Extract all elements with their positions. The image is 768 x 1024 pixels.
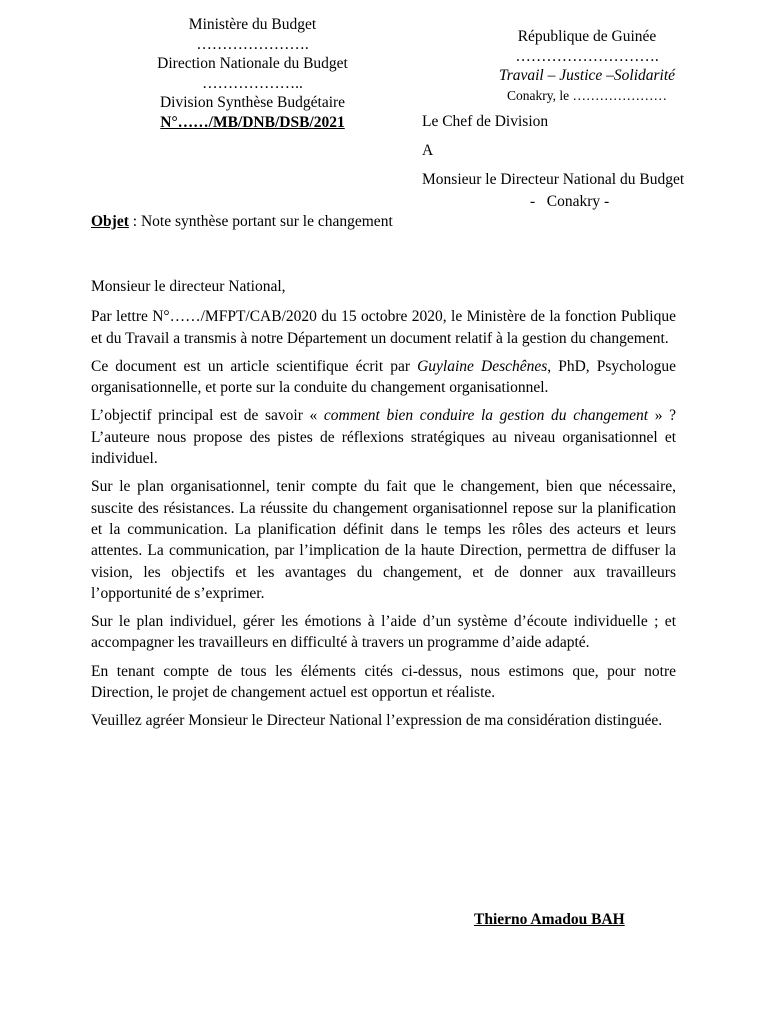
paragraph-3 (91, 405, 676, 469)
paragraph-2 (91, 356, 676, 399)
subject-label: Objet (91, 213, 129, 230)
header-left-dots-1: …………………. (196, 35, 309, 53)
addressee-city: - Conakry - (530, 193, 610, 210)
recipient-prefix: A (422, 142, 434, 159)
salutation: Monsieur le directeur National, (91, 278, 286, 295)
paragraph-6: En tenant compte de tous les éléments cités ci-dessus, nous estimons que, pour notre Direction, le projet de changement actuel est opportun et réaliste. (91, 662, 676, 702)
direction-name: Direction Nationale du Budget (157, 55, 348, 72)
paragraph-3-start: L’objectif principal est de savoir « (91, 407, 324, 425)
ministry-name: Ministère du Budget (188, 16, 317, 33)
author-name: Guylaine Deschênes (417, 357, 548, 375)
header-right-dots: ………………………. (515, 47, 659, 65)
paragraph-3-end: » ? L’auteure nous propose des pistes de réflexions stratégiques au niveau organisationnel et individuel. (91, 407, 676, 468)
header-left-dots-2: ……………….. (202, 74, 303, 92)
objective-quote: comment bien conduire la gestion du changement (323, 407, 649, 425)
subject-text: : Note synthèse portant sur le changement (128, 213, 393, 230)
division-name: Division Synthèse Budgétaire (159, 94, 346, 111)
sender-title: Le Chef de Division (422, 113, 549, 130)
recipient-block (422, 114, 742, 209)
subject-line (91, 213, 681, 231)
addressee: Monsieur le Directeur National du Budget (422, 171, 685, 188)
signature-name: Thierno Amadou BAH (474, 911, 625, 928)
paragraph-7: Veuillez agréer Monsieur le Directeur National l’expression de ma considération distinguée. (91, 712, 663, 730)
reference-number: N°……/MB/DNB/DSB/2021 (160, 113, 345, 131)
national-motto: Travail – Justice –Solidarité (498, 67, 676, 84)
paragraph-4: Sur le plan organisationnel, tenir compte du fait que le changement, bien que nécessaire, suscite des résistances. La réussite du changement organisationnel repose sur la planification et la communication. La planification définit dans le temps les rôles des acteurs et leurs attentes. La communication, par l’implication de la haute Direction, permettra de diffuser la vision, les objectifs et les avantages du changement, et de donner aux travailleurs l’opportunité de s’exprimer. (91, 478, 676, 602)
paragraph-2-end: , PhD, Psychologue organisationnelle, et porte sur la conduite du changement organisationnel. (91, 357, 676, 397)
country-name: République de Guinée (517, 28, 657, 45)
paragraph-2-start: Ce document est un article scientifique écrit par (91, 357, 418, 375)
letter-body (91, 276, 676, 739)
header-left (120, 15, 385, 132)
place-date: Conakry, le ………………… (507, 87, 667, 103)
paragraph-5: Sur le plan individuel, gérer les émotions à l’aide d’un système d’écoute individuelle ; et accompagner les travailleurs en difficulté à travers un programme d’aide adapté. (91, 613, 676, 652)
header-right (462, 27, 712, 105)
paragraph-1: Par lettre N°……/MFPT/CAB/2020 du 15 octobre 2020, le Ministère de la fonction Publique et du Travail a transmis à notre Département un document relatif à la gestion du changement. (91, 308, 676, 347)
